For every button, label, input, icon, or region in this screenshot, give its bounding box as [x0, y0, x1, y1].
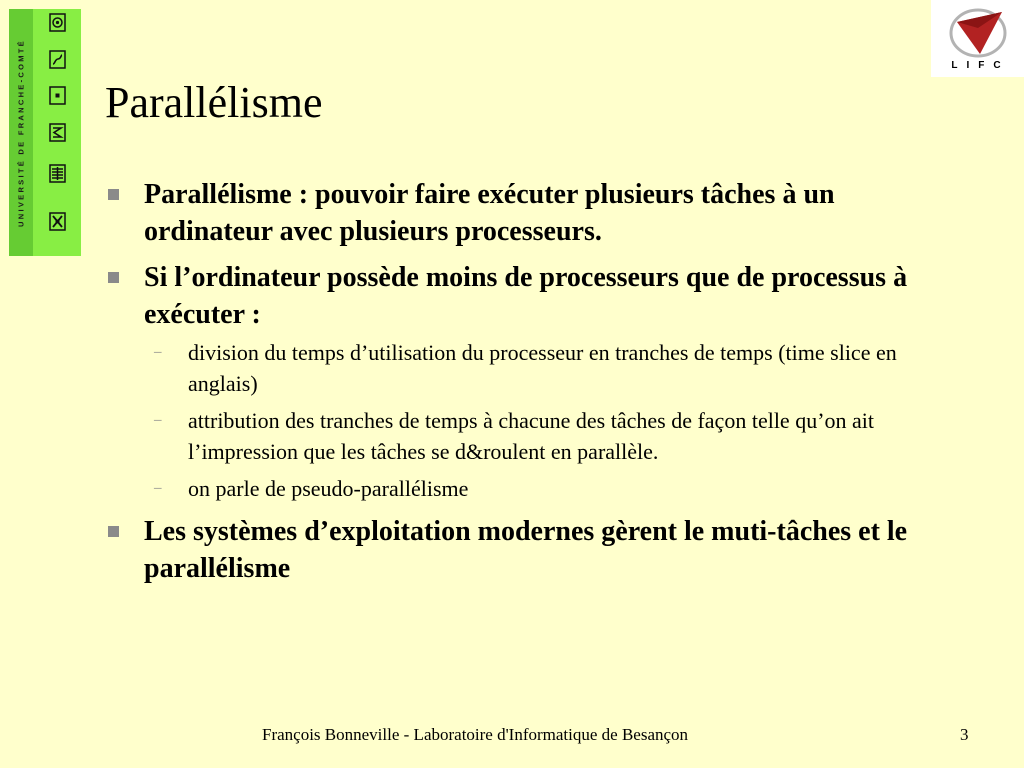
sub-bullet-item — [144, 473, 960, 504]
dash-bullet-icon: – — [154, 344, 162, 360]
slide-body — [105, 176, 960, 596]
sub-bullet-item — [144, 337, 960, 399]
curve-emblem-icon — [49, 50, 66, 69]
bullet-item — [105, 259, 960, 504]
spiral-emblem-icon — [49, 13, 66, 32]
square-bullet-icon — [108, 526, 119, 537]
slide-number: 3 — [960, 725, 969, 744]
bullet-item — [105, 513, 960, 587]
square-bullet-icon — [108, 272, 119, 283]
slide-footer: François Bonneville - Laboratoire d'Informatique de Besançon — [262, 725, 689, 744]
university-emblems — [33, 9, 81, 256]
university-banner — [9, 9, 81, 256]
grid-emblem-icon — [49, 164, 66, 183]
university-name-strip — [9, 9, 33, 256]
wave-emblem-icon — [49, 123, 66, 142]
dash-bullet-icon: – — [154, 480, 162, 496]
university-name: UNIVERSITÉ DE FRANCHE-COMTÉ — [16, 39, 26, 227]
figure-emblem-icon — [49, 212, 66, 231]
sub-bullet-text: attribution des tranches de temps à chacune des tâches de façon telle qu’on ait l’impression que les tâches se d&roulent en parallèle. — [188, 408, 875, 464]
bullet-text: Si l’ordinateur possède moins de processeurs que de processus à exécuter : — [144, 262, 908, 330]
square-dot-emblem-icon — [49, 86, 66, 105]
dash-bullet-icon: – — [154, 412, 162, 428]
bullet-text: Parallélisme : pouvoir faire exécuter plusieurs tâches à un ordinateur avec plusieurs processeurs. — [144, 179, 835, 247]
sub-bullet-text: on parle de pseudo-parallélisme — [188, 476, 469, 501]
bullet-text: Les systèmes d’exploitation modernes gèrent le muti-tâches et le parallélisme — [144, 516, 908, 584]
lifc-logo-text: LIFC — [951, 60, 1010, 71]
sub-bullet-list — [144, 337, 960, 504]
slide-title: Parallélisme — [105, 78, 323, 127]
bullet-item — [105, 176, 960, 250]
lifc-emblem-icon — [944, 4, 1012, 60]
sub-bullet-text: division du temps d’utilisation du processeur en tranches de temps (time slice en anglais) — [188, 340, 897, 396]
sub-bullet-item — [144, 405, 960, 467]
lifc-logo — [931, 0, 1024, 77]
square-bullet-icon — [108, 189, 119, 200]
